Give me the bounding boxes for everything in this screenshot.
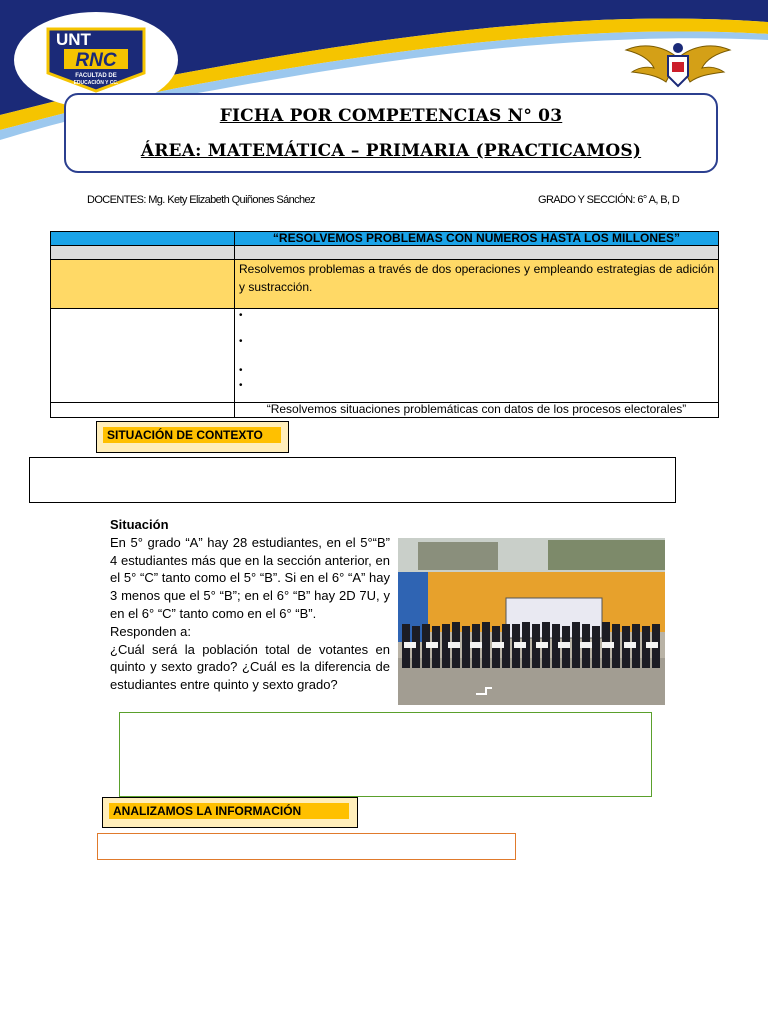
- table-cell: [51, 232, 235, 246]
- table-cell: [51, 246, 235, 260]
- contexto-label-box: [96, 421, 289, 453]
- situacion-title: Situación: [110, 517, 169, 532]
- page-title: FICHA POR COMPETENCIAS N° 03: [219, 106, 563, 126]
- students-photo: [398, 538, 665, 705]
- logo-sub2-text: EDUCACIÓN Y CC.: [73, 80, 119, 86]
- docentes-text: DOCENTES: Mg. Kety Elizabeth Quiñones Sánchez: [87, 194, 315, 206]
- logo-main-text: RNC: [75, 50, 117, 71]
- contexto-label: SITUACIÓN DE CONTEXTO: [103, 427, 281, 443]
- responden-text: Responden a:: [110, 623, 191, 639]
- bullet: •: [239, 336, 243, 347]
- situacion-text-block: [110, 516, 390, 694]
- area-title: ÁREA: MATEMÁTICA – PRIMARIA (PRACTICAMOS): [140, 141, 642, 161]
- grado-seccion-text: GRADO Y SECCIÓN: 6° A, B, D: [538, 194, 680, 206]
- analizamos-label: ANALIZAMOS LA INFORMACIÓN: [109, 803, 349, 819]
- analizamos-label-box: [102, 797, 358, 828]
- questions-text: ¿Cuál será la población total de votantes en quinto y sexto grado? ¿Cuál es la diferencia de estudiantes entre quinto y sexto grado?: [110, 641, 390, 693]
- bullet: •: [239, 365, 243, 376]
- context-box: [29, 457, 676, 503]
- logo-sub1-text: FACULTAD DE: [75, 73, 117, 79]
- purpose-cell: Resolvemos problemas a través de dos operaciones y empleando estrategias de adición y sustracción.: [235, 260, 719, 309]
- table-cell: [51, 309, 235, 403]
- table-row: [51, 403, 719, 418]
- situacion-body: En 5° grado “A” hay 28 estudiantes, en el 5°“B” 4 estudiantes más que en la sección anterior, en el 5° “C” tanto como el 5° “B”. Si en el 6° “A” hay 3 menos que el 5° “B”; en el 6° “B” hay 2D 7U, y en el 6° “C” tanto como en el 6° “B”.: [110, 534, 390, 621]
- bullet: •: [239, 380, 243, 391]
- criteria-cell: [235, 309, 719, 403]
- table-row: [51, 232, 719, 246]
- logo-top-text: UNT: [56, 30, 91, 49]
- table-cell: [51, 403, 235, 418]
- situation-cell: “Resolvemos situaciones problemáticas con datos de los procesos electorales”: [235, 403, 719, 418]
- table-row: [51, 246, 719, 260]
- title-box: [64, 93, 718, 173]
- bullet: •: [239, 310, 243, 321]
- analysis-box[interactable]: [97, 833, 516, 860]
- table-row: [51, 309, 719, 403]
- table-cell: [51, 260, 235, 309]
- table-cell: [235, 246, 719, 260]
- table-row: [51, 260, 719, 309]
- competency-table: [50, 231, 719, 418]
- answer-box[interactable]: [119, 712, 652, 797]
- unt-rnc-logo: [44, 25, 148, 93]
- table-title-cell: “RESOLVEMOS PROBLEMAS CON NUMEROS HASTA LOS MILLONES”: [235, 232, 719, 246]
- eagle-crest-icon: [624, 36, 732, 96]
